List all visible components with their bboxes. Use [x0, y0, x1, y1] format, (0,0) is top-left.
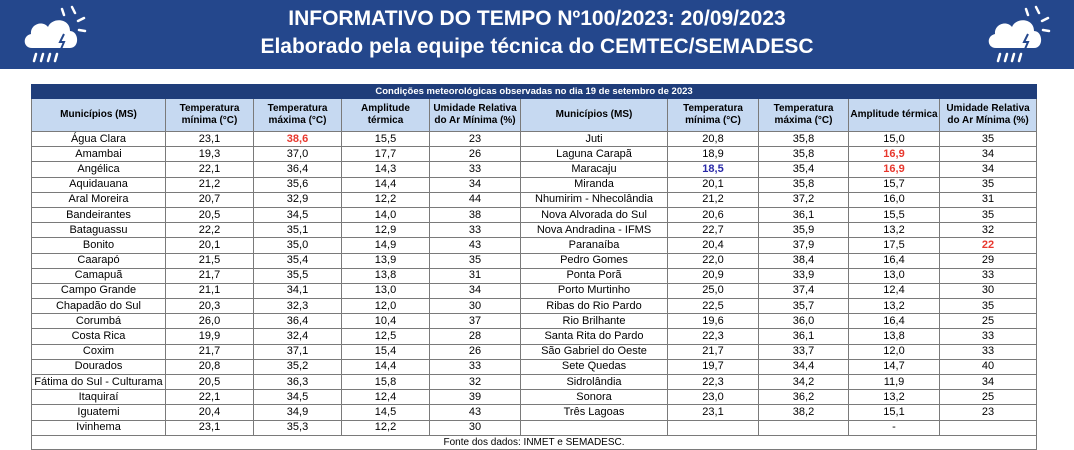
tmin-cell: 19,6 [668, 314, 759, 329]
tmax-cell: 35,6 [254, 177, 342, 192]
tmin-cell: 22,1 [166, 390, 254, 405]
table-row [32, 344, 1037, 359]
table-row [32, 162, 1037, 177]
humidity-cell: 30 [940, 283, 1037, 298]
municipio-cell: Caarapó [32, 253, 166, 268]
table-row [32, 314, 1037, 329]
municipio-cell: Costa Rica [32, 329, 166, 344]
tmax-cell: 36,4 [254, 314, 342, 329]
tmin-cell: 21,2 [668, 192, 759, 207]
amplitude-cell: 14,4 [342, 359, 430, 374]
amplitude-cell: 14,9 [342, 238, 430, 253]
table-row [32, 253, 1037, 268]
municipio-cell: Fátima do Sul - Culturama [32, 375, 166, 390]
tmax-cell: 35,9 [759, 223, 849, 238]
column-header: Temperatura mínima (°C) [166, 99, 254, 132]
humidity-cell: 33 [940, 268, 1037, 283]
amplitude-cell: 17,5 [849, 238, 940, 253]
column-header: Municípios (MS) [521, 99, 668, 132]
column-header: Municípios (MS) [32, 99, 166, 132]
tmax-cell: 36,3 [254, 375, 342, 390]
tmin-cell: 20,1 [668, 177, 759, 192]
tmax-cell: 35,7 [759, 299, 849, 314]
tmin-cell: 22,3 [668, 329, 759, 344]
humidity-cell: 26 [430, 344, 521, 359]
storm-cloud-icon [18, 4, 90, 66]
tmin-cell: 20,1 [166, 238, 254, 253]
column-header: Umidade Relativa do Ar Mínima (%) [940, 99, 1037, 132]
tmin-cell: 21,7 [668, 344, 759, 359]
table-body [32, 132, 1037, 436]
amplitude-cell: 16,0 [849, 192, 940, 207]
amplitude-cell: 16,4 [849, 253, 940, 268]
table-row [32, 147, 1037, 162]
tmin-cell: 21,7 [166, 344, 254, 359]
municipio-cell: Bataguassu [32, 223, 166, 238]
tmin-cell: 21,7 [166, 268, 254, 283]
humidity-cell: 35 [940, 177, 1037, 192]
humidity-cell: 22 [940, 238, 1037, 253]
table-row [32, 207, 1037, 222]
humidity-cell: 34 [430, 177, 521, 192]
tmin-cell: 26,0 [166, 314, 254, 329]
municipio-cell: Coxim [32, 344, 166, 359]
tmax-cell: 35,8 [759, 132, 849, 147]
tmax-cell: 36,0 [759, 314, 849, 329]
municipio-cell: Três Lagoas [521, 405, 668, 420]
municipio-cell: Dourados [32, 359, 166, 374]
column-header: Temperatura máxima (°C) [254, 99, 342, 132]
tmin-cell: 23,0 [668, 390, 759, 405]
tmax-cell: 35,8 [759, 177, 849, 192]
humidity-cell: 34 [940, 162, 1037, 177]
amplitude-cell: - [849, 420, 940, 435]
tmax-cell [759, 420, 849, 435]
municipio-cell: Angélica [32, 162, 166, 177]
tmax-cell: 37,0 [254, 147, 342, 162]
municipio-cell: Ivinhema [32, 420, 166, 435]
tmax-cell: 32,9 [254, 192, 342, 207]
tmax-cell: 38,6 [254, 132, 342, 147]
tmin-cell: 22,7 [668, 223, 759, 238]
tmax-cell: 34,5 [254, 207, 342, 222]
amplitude-cell: 14,4 [342, 177, 430, 192]
municipio-cell: São Gabriel do Oeste [521, 344, 668, 359]
humidity-cell: 29 [940, 253, 1037, 268]
tmin-cell: 22,3 [668, 375, 759, 390]
amplitude-cell: 15,5 [849, 207, 940, 222]
tmax-cell: 38,4 [759, 253, 849, 268]
humidity-cell: 43 [430, 238, 521, 253]
tmin-cell: 20,4 [668, 238, 759, 253]
humidity-cell: 33 [940, 329, 1037, 344]
column-header: Temperatura máxima (°C) [759, 99, 849, 132]
tmin-cell: 18,9 [668, 147, 759, 162]
amplitude-cell: 15,7 [849, 177, 940, 192]
table-row [32, 405, 1037, 420]
municipio-cell: Juti [521, 132, 668, 147]
tmin-cell: 25,0 [668, 283, 759, 298]
weather-table [31, 84, 1037, 450]
tmax-cell: 35,5 [254, 268, 342, 283]
humidity-cell: 33 [430, 162, 521, 177]
humidity-cell: 28 [430, 329, 521, 344]
tmax-cell: 34,9 [254, 405, 342, 420]
humidity-cell: 40 [940, 359, 1037, 374]
municipio-cell: Aquidauana [32, 177, 166, 192]
table-row [32, 375, 1037, 390]
municipio-cell: Campo Grande [32, 283, 166, 298]
municipio-cell: Itaquiraí [32, 390, 166, 405]
municipio-cell: Sonora [521, 390, 668, 405]
tmin-cell: 22,1 [166, 162, 254, 177]
tmax-cell: 35,3 [254, 420, 342, 435]
municipio-cell: Porto Murtinho [521, 283, 668, 298]
municipio-cell: Nhumirim - Nhecolândia [521, 192, 668, 207]
municipio-cell: Água Clara [32, 132, 166, 147]
municipio-cell: Corumbá [32, 314, 166, 329]
tmin-cell: 20,8 [668, 132, 759, 147]
tmin-cell: 21,5 [166, 253, 254, 268]
tmax-cell: 38,2 [759, 405, 849, 420]
amplitude-cell: 10,4 [342, 314, 430, 329]
humidity-cell: 44 [430, 192, 521, 207]
humidity-cell: 35 [940, 299, 1037, 314]
amplitude-cell: 13,2 [849, 390, 940, 405]
storm-cloud-icon [982, 4, 1054, 66]
page-title: INFORMATIVO DO TEMPO Nº100/2023: 20/09/2023 [288, 7, 786, 30]
amplitude-cell: 15,5 [342, 132, 430, 147]
municipio-cell: Aral Moreira [32, 192, 166, 207]
tmax-cell: 35,8 [759, 147, 849, 162]
tmax-cell: 37,1 [254, 344, 342, 359]
table-row [32, 420, 1037, 435]
municipio-cell [521, 420, 668, 435]
humidity-cell: 32 [430, 375, 521, 390]
amplitude-cell: 12,9 [342, 223, 430, 238]
amplitude-cell: 12,0 [342, 299, 430, 314]
tmin-cell: 19,3 [166, 147, 254, 162]
table-row [32, 238, 1037, 253]
tmax-cell: 36,1 [759, 329, 849, 344]
tmin-cell: 22,5 [668, 299, 759, 314]
table-row [32, 132, 1037, 147]
tmin-cell: 20,3 [166, 299, 254, 314]
amplitude-cell: 15,4 [342, 344, 430, 359]
humidity-cell: 33 [940, 344, 1037, 359]
humidity-cell: 25 [940, 390, 1037, 405]
tmin-cell: 19,9 [166, 329, 254, 344]
tmax-cell: 32,4 [254, 329, 342, 344]
municipio-cell: Bandeirantes [32, 207, 166, 222]
tmax-cell: 36,4 [254, 162, 342, 177]
humidity-cell: 30 [430, 420, 521, 435]
amplitude-cell: 12,4 [342, 390, 430, 405]
amplitude-cell: 12,2 [342, 192, 430, 207]
tmin-cell: 23,1 [668, 405, 759, 420]
humidity-cell: 32 [940, 223, 1037, 238]
humidity-cell: 35 [430, 253, 521, 268]
amplitude-cell: 15,1 [849, 405, 940, 420]
amplitude-cell: 17,7 [342, 147, 430, 162]
humidity-cell [940, 420, 1037, 435]
amplitude-cell: 12,5 [342, 329, 430, 344]
humidity-cell: 31 [430, 268, 521, 283]
table-row [32, 223, 1037, 238]
tmin-cell: 20,5 [166, 375, 254, 390]
tmax-cell: 36,1 [759, 207, 849, 222]
tmax-cell: 35,1 [254, 223, 342, 238]
humidity-cell: 33 [430, 223, 521, 238]
column-header: Umidade Relativa do Ar Mínima (%) [430, 99, 521, 132]
municipio-cell: Miranda [521, 177, 668, 192]
municipio-cell: Bonito [32, 238, 166, 253]
municipio-cell: Maracaju [521, 162, 668, 177]
municipio-cell: Laguna Carapã [521, 147, 668, 162]
table-row [32, 283, 1037, 298]
amplitude-cell: 13,8 [849, 329, 940, 344]
tmax-cell: 33,7 [759, 344, 849, 359]
amplitude-cell: 13,2 [849, 223, 940, 238]
humidity-cell: 30 [430, 299, 521, 314]
tmax-cell: 37,4 [759, 283, 849, 298]
humidity-cell: 35 [940, 207, 1037, 222]
table-row [32, 390, 1037, 405]
page-subtitle: Elaborado pela equipe técnica do CEMTEC/SEMADESC [260, 35, 814, 58]
tmin-cell: 21,1 [166, 283, 254, 298]
humidity-cell: 39 [430, 390, 521, 405]
municipio-cell: Ribas do Rio Pardo [521, 299, 668, 314]
tmin-cell: 20,5 [166, 207, 254, 222]
table-row [32, 299, 1037, 314]
tmin-cell: 21,2 [166, 177, 254, 192]
amplitude-cell: 12,2 [342, 420, 430, 435]
column-header: Amplitude térmica [342, 99, 430, 132]
humidity-cell: 26 [430, 147, 521, 162]
amplitude-cell: 15,0 [849, 132, 940, 147]
humidity-cell: 34 [940, 147, 1037, 162]
municipio-cell: Iguatemi [32, 405, 166, 420]
table-row [32, 268, 1037, 283]
municipio-cell: Nova Alvorada do Sul [521, 207, 668, 222]
humidity-cell: 34 [430, 283, 521, 298]
humidity-cell: 31 [940, 192, 1037, 207]
tmin-cell: 22,0 [668, 253, 759, 268]
table-caption: Condições meteorológicas observadas no dia 19 de setembro de 2023 [32, 85, 1037, 99]
amplitude-cell: 13,2 [849, 299, 940, 314]
municipio-cell: Santa Rita do Pardo [521, 329, 668, 344]
amplitude-cell: 13,0 [342, 283, 430, 298]
humidity-cell: 25 [940, 314, 1037, 329]
humidity-cell: 34 [940, 375, 1037, 390]
municipio-cell: Sidrolândia [521, 375, 668, 390]
tmax-cell: 37,9 [759, 238, 849, 253]
municipio-cell: Chapadão do Sul [32, 299, 166, 314]
amplitude-cell: 14,7 [849, 359, 940, 374]
humidity-cell: 43 [430, 405, 521, 420]
municipio-cell: Paranaíba [521, 238, 668, 253]
amplitude-cell: 11,9 [849, 375, 940, 390]
amplitude-cell: 14,0 [342, 207, 430, 222]
amplitude-cell: 12,0 [849, 344, 940, 359]
amplitude-cell: 14,5 [342, 405, 430, 420]
tmax-cell: 34,4 [759, 359, 849, 374]
tmin-cell [668, 420, 759, 435]
table-row [32, 359, 1037, 374]
data-source-note: Fonte dos dados: INMET e SEMADESC. [32, 435, 1037, 449]
tmax-cell: 32,3 [254, 299, 342, 314]
tmax-cell: 36,2 [759, 390, 849, 405]
tmax-cell: 33,9 [759, 268, 849, 283]
tmin-cell: 19,7 [668, 359, 759, 374]
tmin-cell: 18,5 [668, 162, 759, 177]
amplitude-cell: 16,9 [849, 162, 940, 177]
tmin-cell: 20,9 [668, 268, 759, 283]
tmax-cell: 35,0 [254, 238, 342, 253]
municipio-cell: Pedro Gomes [521, 253, 668, 268]
tmin-cell: 20,7 [166, 192, 254, 207]
tmin-cell: 23,1 [166, 132, 254, 147]
tmax-cell: 35,4 [759, 162, 849, 177]
tmax-cell: 34,2 [759, 375, 849, 390]
column-header: Temperatura mínima (°C) [668, 99, 759, 132]
humidity-cell: 23 [940, 405, 1037, 420]
tmin-cell: 22,2 [166, 223, 254, 238]
amplitude-cell: 12,4 [849, 283, 940, 298]
municipio-cell: Ponta Porã [521, 268, 668, 283]
table-row [32, 177, 1037, 192]
humidity-cell: 38 [430, 207, 521, 222]
municipio-cell: Rio Brilhante [521, 314, 668, 329]
table-row [32, 192, 1037, 207]
tmin-cell: 20,4 [166, 405, 254, 420]
tmax-cell: 35,4 [254, 253, 342, 268]
tmax-cell: 34,1 [254, 283, 342, 298]
table-row [32, 329, 1037, 344]
municipio-cell: Amambai [32, 147, 166, 162]
amplitude-cell: 13,8 [342, 268, 430, 283]
tmax-cell: 34,5 [254, 390, 342, 405]
humidity-cell: 33 [430, 359, 521, 374]
municipio-cell: Nova Andradina - IFMS [521, 223, 668, 238]
amplitude-cell: 16,4 [849, 314, 940, 329]
amplitude-cell: 13,9 [342, 253, 430, 268]
tmax-cell: 35,2 [254, 359, 342, 374]
tmax-cell: 37,2 [759, 192, 849, 207]
amplitude-cell: 13,0 [849, 268, 940, 283]
humidity-cell: 37 [430, 314, 521, 329]
column-header: Amplitude térmica [849, 99, 940, 132]
humidity-cell: 35 [940, 132, 1037, 147]
tmin-cell: 23,1 [166, 420, 254, 435]
header-banner [0, 0, 1074, 69]
amplitude-cell: 14,3 [342, 162, 430, 177]
amplitude-cell: 16,9 [849, 147, 940, 162]
tmin-cell: 20,6 [668, 207, 759, 222]
amplitude-cell: 15,8 [342, 375, 430, 390]
municipio-cell: Camapuã [32, 268, 166, 283]
municipio-cell: Sete Quedas [521, 359, 668, 374]
tmin-cell: 20,8 [166, 359, 254, 374]
humidity-cell: 23 [430, 132, 521, 147]
weather-table-container [31, 84, 1036, 450]
